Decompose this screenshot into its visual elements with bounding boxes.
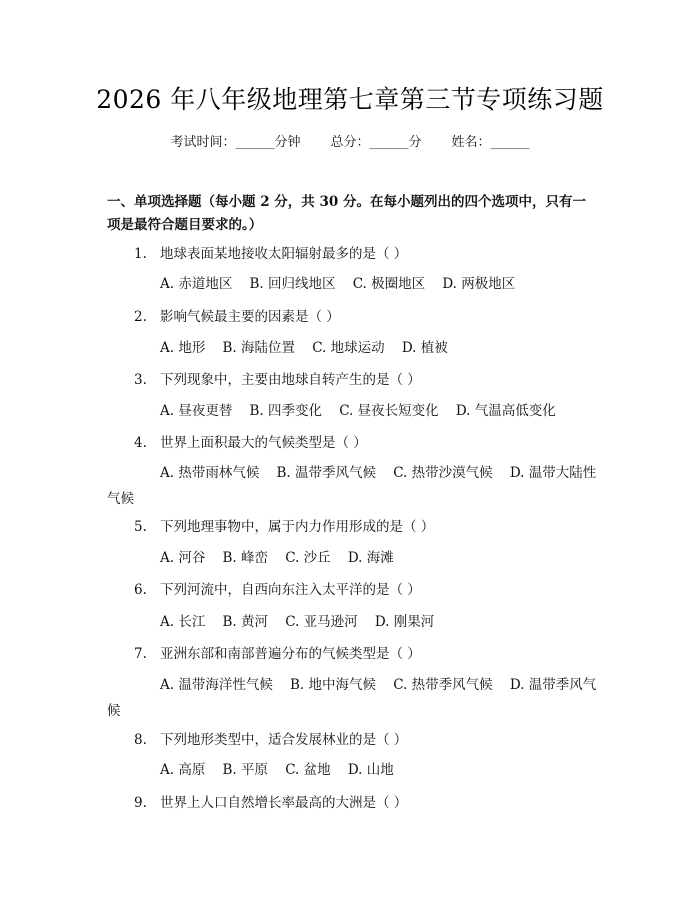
question-number: 4. [134, 435, 147, 451]
option-a: A. 赤道地区 [160, 276, 233, 292]
option-b: B. 海陆位置 [222, 340, 296, 356]
question-text: 世界上人口自然增长率最高的大洲是（ ） [160, 795, 408, 811]
exam-meta [0, 131, 700, 150]
question-number: 8. [134, 732, 147, 748]
question-6-options [107, 607, 597, 637]
option-b: B. 黄河 [222, 614, 269, 630]
option-c: C. 热带季风气候 [393, 677, 493, 693]
option-a: A. 长江 [160, 614, 206, 630]
question-3 [107, 369, 597, 391]
question-number: 6. [134, 582, 147, 598]
option-a: A. 河谷 [160, 550, 206, 566]
option-c: C. 昼夜长短变化 [339, 403, 439, 419]
option-a: A. 热带雨林气候 [160, 465, 260, 481]
question-9 [107, 792, 597, 814]
option-c: C. 盆地 [285, 762, 331, 778]
question-2 [107, 306, 597, 328]
question-8-options [107, 755, 597, 785]
time-field: 考试时间：______分钟 [170, 135, 301, 150]
option-c: C. 极圈地区 [352, 276, 426, 292]
question-number: 9. [134, 795, 147, 811]
option-b: B. 回归线地区 [249, 276, 336, 292]
question-1-options [107, 269, 597, 299]
page-title: 2026 年八年级地理第七章第三节专项练习题 [96, 85, 604, 114]
question-5-options [107, 543, 597, 573]
question-1 [107, 243, 597, 265]
question-text: 世界上面积最大的气候类型是（ ） [160, 435, 367, 451]
name-field: 姓名：______ [451, 135, 530, 150]
score-field: 总分：______分 [330, 135, 422, 150]
question-number: 1. [134, 246, 147, 262]
option-c: C. 亚马逊河 [285, 614, 358, 630]
option-a: A. 地形 [160, 340, 206, 356]
question-3-options [107, 396, 597, 426]
option-b: B. 温带季风气候 [276, 465, 377, 481]
question-7 [107, 643, 597, 665]
question-text: 影响气候最主要的因素是（ ） [160, 309, 340, 325]
option-c: C. 沙丘 [285, 550, 331, 566]
question-4 [107, 432, 597, 454]
option-b: B. 峰峦 [222, 550, 269, 566]
option-a: A. 昼夜更替 [160, 403, 233, 419]
question-4-options [107, 460, 597, 512]
question-text: 亚洲东部和南部普遍分布的气候类型是（ ） [160, 646, 421, 662]
question-7-options [107, 672, 597, 724]
option-d: D. 温带大陆性气候 [107, 465, 597, 507]
question-2-options [107, 333, 597, 363]
option-b: B. 四季变化 [249, 403, 323, 419]
question-number: 2. [134, 309, 147, 325]
question-text: 下列现象中，主要由地球自转产生的是（ ） [160, 372, 421, 388]
option-b: B. 地中海气候 [290, 677, 377, 693]
option-d: D. 两极地区 [442, 276, 516, 292]
question-text: 地球表面某地接收太阳辐射最多的是（ ） [160, 246, 408, 262]
question-text: 下列地理事物中，属于内力作用形成的是（ ） [160, 519, 435, 535]
option-b: B. 平原 [222, 762, 269, 778]
question-text: 下列地形类型中，适合发展林业的是（ ） [160, 732, 408, 748]
option-d: D. 山地 [347, 762, 394, 778]
section-heading: 一、单项选择题（每小题 2 分，共 30 分。在每小题列出的四个选项中，只有一项是最符合题目要求的。） [107, 194, 586, 233]
question-8 [107, 729, 597, 751]
option-c: C. 地球运动 [312, 340, 385, 356]
option-d: D. 植被 [401, 340, 448, 356]
question-number: 7. [134, 646, 147, 662]
option-d: D. 气温高低变化 [455, 403, 556, 419]
question-6 [107, 579, 597, 601]
option-a: A. 温带海洋性气候 [160, 677, 273, 693]
option-a: A. 高原 [160, 762, 206, 778]
question-5 [107, 516, 597, 538]
question-text: 下列河流中，自西向东注入太平洋的是（ ） [160, 582, 421, 598]
question-number: 3. [134, 372, 147, 388]
question-number: 5. [134, 519, 147, 535]
option-d: D. 刚果河 [374, 614, 435, 630]
option-c: C. 热带沙漠气候 [393, 465, 493, 481]
option-d: D. 温带季风气候 [107, 677, 597, 719]
option-d: D. 海滩 [347, 550, 394, 566]
